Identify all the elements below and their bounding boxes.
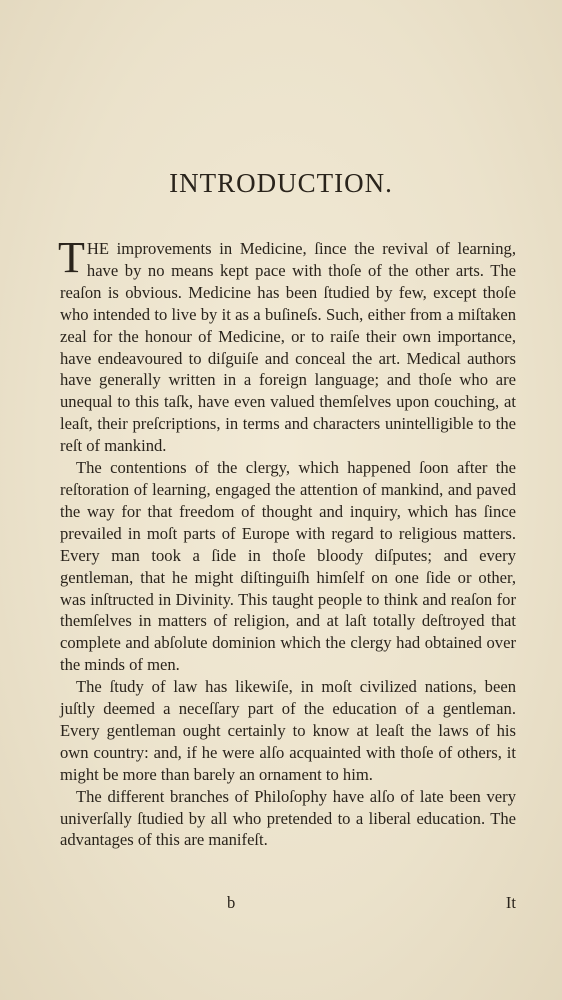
signature-mark: b (227, 893, 236, 912)
page-footer (60, 893, 516, 915)
drop-cap: T (58, 233, 85, 282)
paragraph-1 (58, 233, 516, 457)
body-text (58, 233, 516, 851)
paragraph-3: The ſtudy of law has likewiſe, in moſt civilized nations, been juſtly deemed a neceſſary part of the education of a gentleman. Every gentleman ought certainly to know at leaſt the laws of his own country: and, if he were alſo acquainted with thoſe of others, it might be more than barely an ornament to him. (60, 677, 516, 784)
paragraph-4: The different branches of Philoſophy have alſo of late been very univerſally ſtudied by all who pretended to a liberal education. The advantages of this are manifeſt. (60, 786, 516, 850)
catchword: It (505, 893, 516, 912)
paragraph-1-text: HE improvements in Medicine, ſince the revival of learning, have by no means kept pace with thoſe of the other arts. The reaſon is obvious. Medicine has been ſtudied by few, except thoſe who intended to live by it as a buſineſs. Such, either from a miſtaken zeal for the honour of Medicine, or to raiſe their own importance, have endeavoured to diſguiſe and conceal the art. Medical authors have generally written in a foreign language; and thoſe who are unequal to this taſk, have even valued themſelves upon couching, at leaſt, their preſcriptions, in terms and characters unintelligible to the reſt of mankind. (60, 239, 516, 456)
paragraph-2: The contentions of the clergy, which happened ſoon after the reſtoration of learning, engaged the attention of mankind, and paved the way for that freedom of thought and inquiry, which has ſince prevailed in moſt parts of Europe with regard to religious matters. Every man took a ſide in thoſe bloody diſputes; and every gentleman, that he might diſtinguiſh himſelf on one ſide or other, was inſtructed in Divinity. This taught people to think and reaſon for themſelves in matters of religion, and at laſt totally deſtroyed that complete and abſolute dominion which the clergy had obtained over the minds of men. (60, 458, 516, 675)
page-title: INTRODUCTION. (169, 168, 393, 198)
